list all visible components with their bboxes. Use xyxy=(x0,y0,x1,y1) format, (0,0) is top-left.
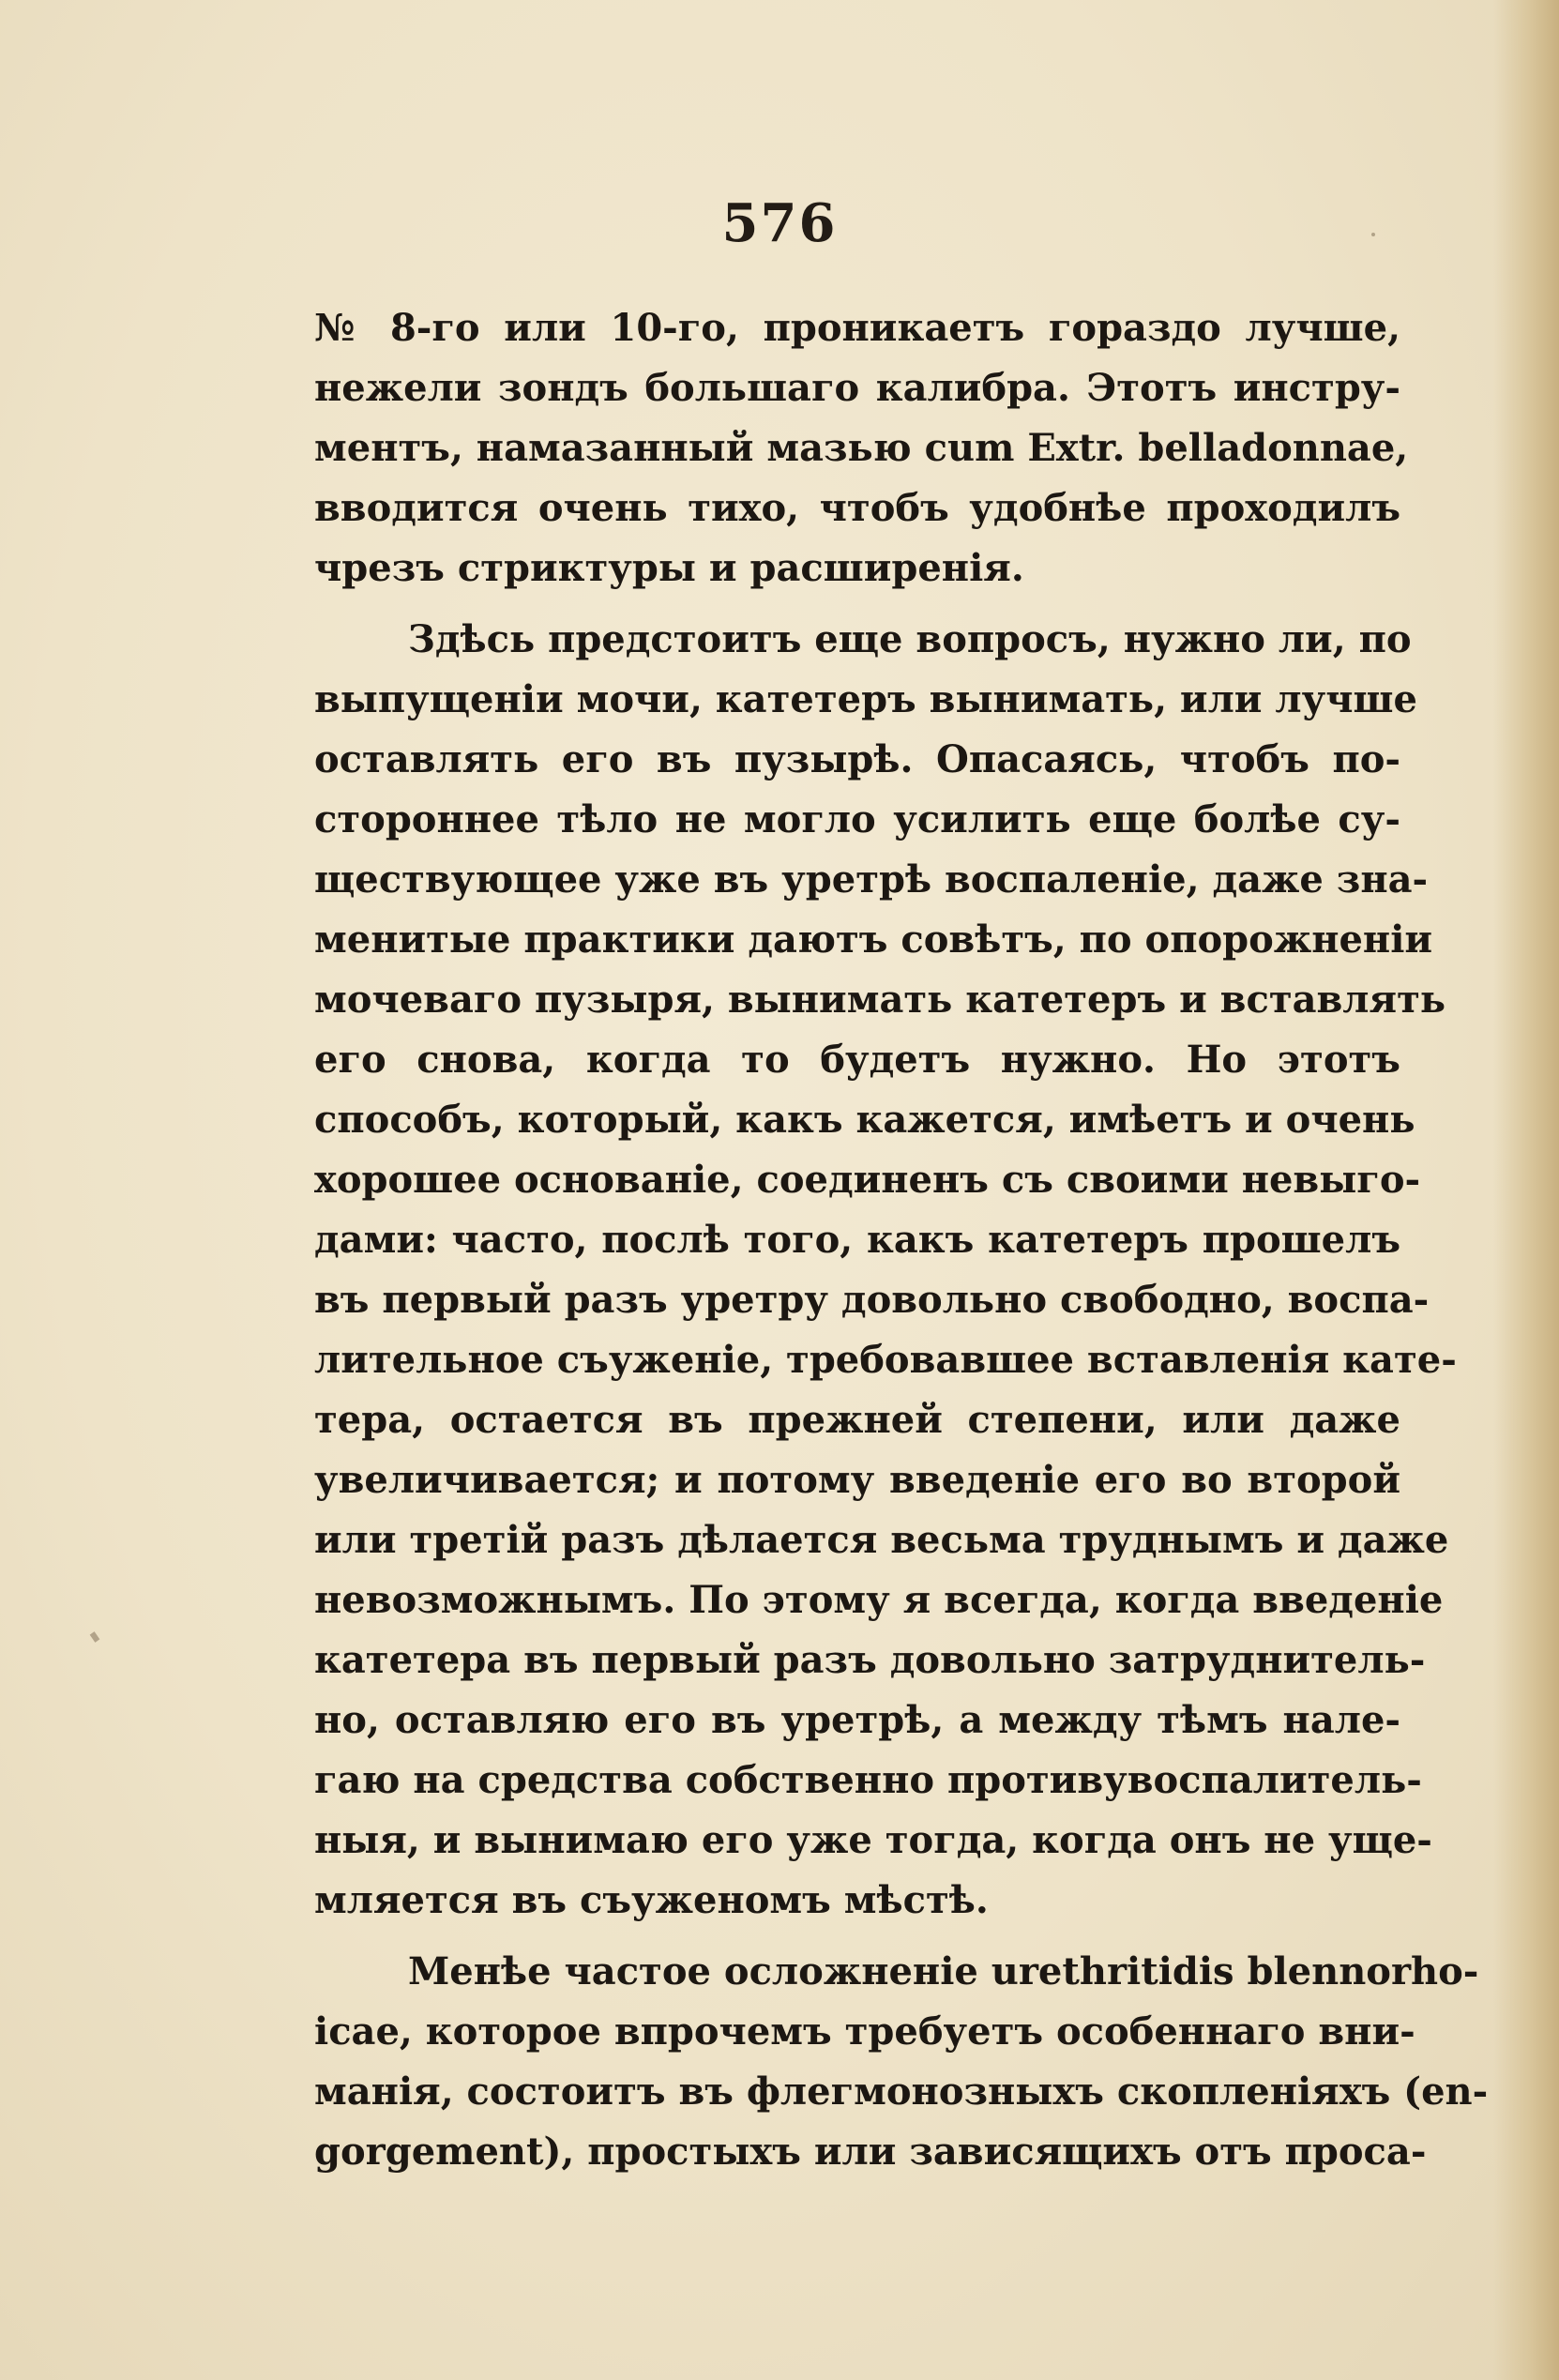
text-line: Здѣсь предстоитъ еще вопросъ, нужно ли, по xyxy=(408,617,1412,661)
text-line: icae, которое впрочемъ требуетъ особеннаго вни- xyxy=(314,2009,1415,2054)
paragraph-1 xyxy=(314,298,1409,599)
text-line: чрезъ стриктуры и расширенія. xyxy=(314,546,1024,590)
text-line: ментъ, намазанный мазью cum Extr. belladonnae, xyxy=(314,426,1409,470)
text-line: его снова, когда то будетъ нужно. Но этотъ xyxy=(314,1038,1400,1082)
text-line: въ первый разъ уретру довольно свободно, воспа- xyxy=(314,1278,1430,1322)
text-line: или третій разъ дѣлается весьма труднымъ и даже xyxy=(314,1518,1449,1562)
text-line: лительное съуженіе, требовавшее вставленія кате- xyxy=(314,1338,1457,1382)
text-line: манія, состоитъ въ флегмонозныхъ скопленіяхъ (en- xyxy=(314,2069,1489,2114)
text-line: выпущеніи мочи, катетеръ вынимать, или лучше xyxy=(314,677,1417,721)
text-line: вводится очень тихо, чтобъ удобнѣе проходилъ xyxy=(314,486,1400,530)
ink-speck xyxy=(90,1631,100,1643)
paragraph-2 xyxy=(314,610,1457,1931)
text-line: оставлять его въ пузырѣ. Опасаясь, чтобъ по- xyxy=(314,737,1400,781)
paragraph-3 xyxy=(314,1942,1489,2182)
text-line: gorgement), простыхъ или зависящихъ отъ проса- xyxy=(314,2130,1427,2174)
text-line: гаю на средства собственно противувоспалитель- xyxy=(314,1758,1422,1802)
text-line: катетера въ первый разъ довольно затруднитель- xyxy=(314,1638,1426,1682)
text-line: мляется въ съуженомъ мѣстѣ. xyxy=(314,1878,989,1922)
text-line: стороннее тѣло не могло усилить еще болѣе су- xyxy=(314,797,1400,841)
text-line: менитые практики даютъ совѣтъ, по опорожненіи xyxy=(314,917,1433,962)
page-number: 576 xyxy=(721,192,838,254)
text-line: мочеваго пузыря, вынимать катетеръ и вставлять xyxy=(314,978,1445,1022)
text-line: ществующее уже въ уретрѣ воспаленіе, даже зна- xyxy=(314,857,1429,902)
page-edge-shadow xyxy=(1493,0,1559,2380)
body-text xyxy=(314,298,1489,2182)
text-line: невозможнымъ. По этому я всегда, когда введеніе xyxy=(314,1578,1444,1622)
text-line: нежели зондъ большаго калибра. Этотъ инстру- xyxy=(314,366,1400,410)
text-line: хорошее основаніе, соединенъ съ своими невыго- xyxy=(314,1158,1421,1202)
text-line: тера, остается въ прежней степени, или даже xyxy=(314,1398,1400,1442)
text-line: способъ, который, какъ кажется, имѣетъ и очень xyxy=(314,1098,1415,1142)
text-line: Менѣе частое осложненіе urethritidis blennorho- xyxy=(408,1949,1479,1993)
text-line: увеличивается; и потому введеніе его во второй xyxy=(314,1458,1400,1502)
text-line: но, оставляю его въ уретрѣ, а между тѣмъ нале- xyxy=(314,1698,1400,1742)
text-line: дами: часто, послѣ того, какъ катетеръ прошелъ xyxy=(314,1218,1400,1262)
text-line: № 8-го или 10-го, проникаетъ гораздо лучше, xyxy=(314,306,1400,350)
text-line: ныя, и вынимаю его уже тогда, когда онъ не уще- xyxy=(314,1818,1432,1862)
